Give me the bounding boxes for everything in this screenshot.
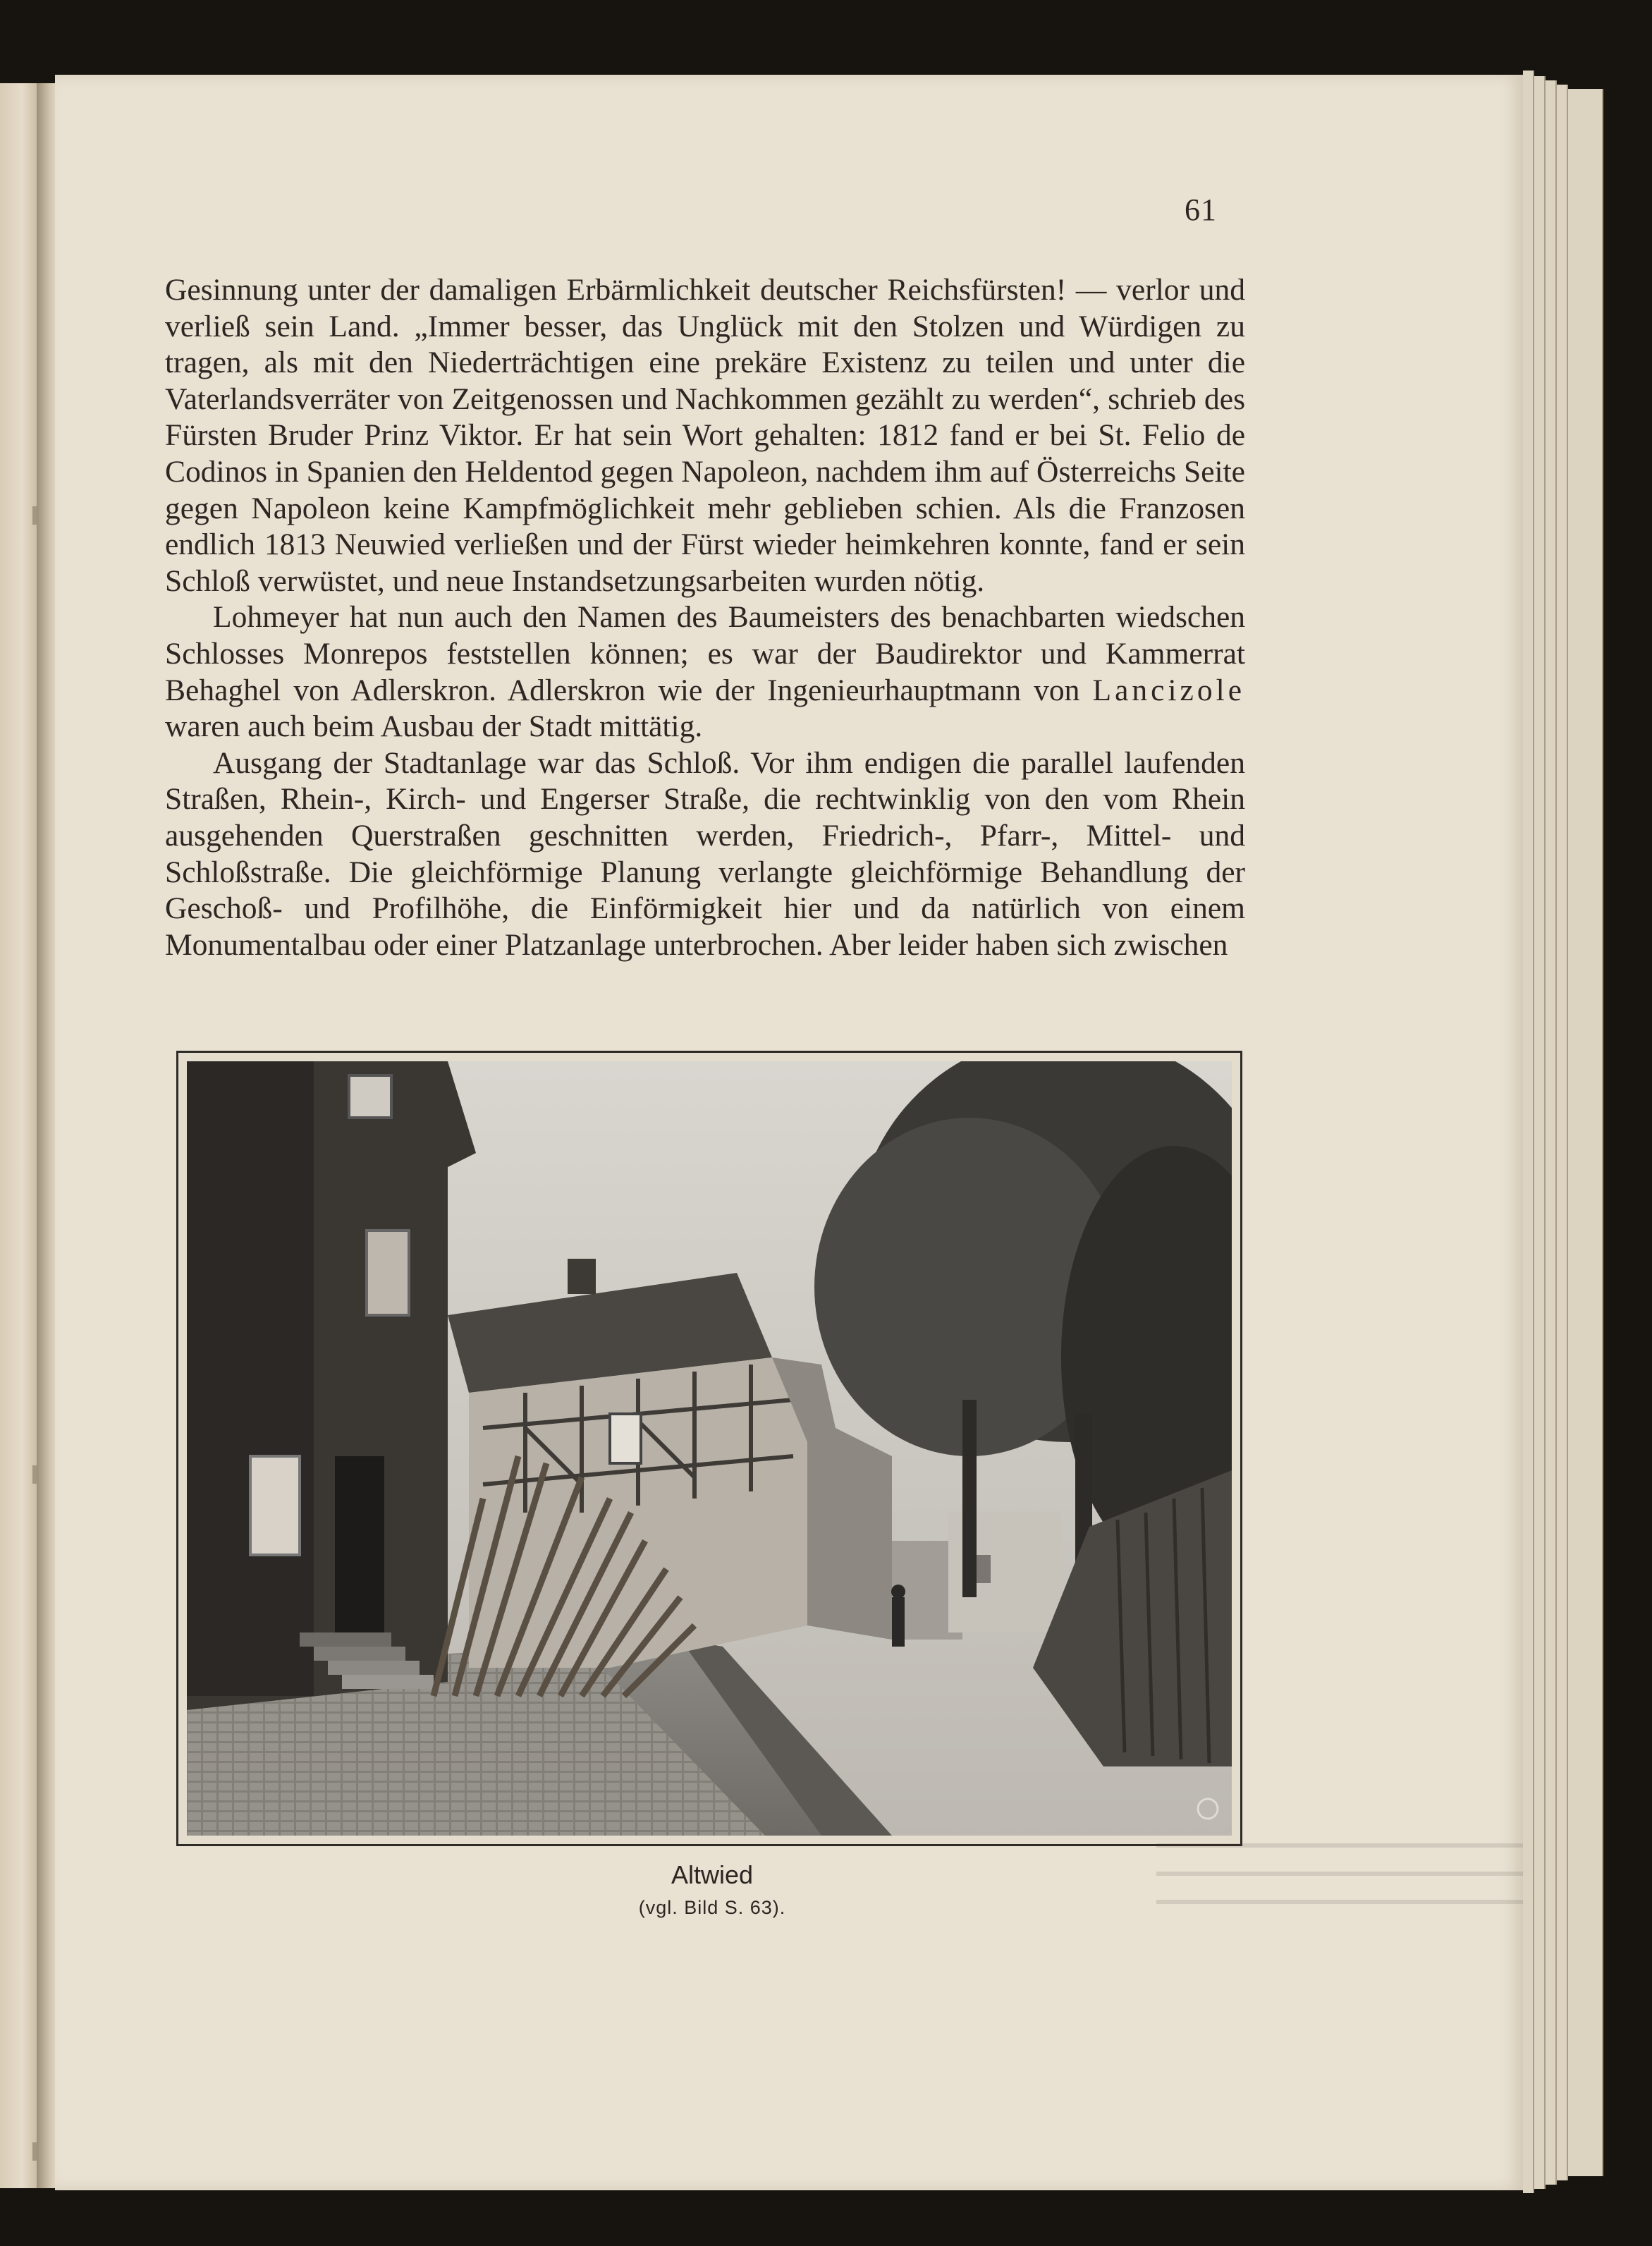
- page-number: 61: [1185, 193, 1217, 227]
- street-photograph: [187, 1061, 1232, 1836]
- figure-caption: Altwied: [671, 1860, 754, 1889]
- spaced-name-lancizole: Lancizole: [1092, 673, 1246, 707]
- page-stack-edge: [1568, 89, 1603, 2176]
- paragraph-3: Ausgang der Stadtanlage war das Schloß. Vor ihm endigen die parallel laufenden Straßen, Rhein-, Kirch- und Engerser Straße, die rechtwinklig von den vom Rhein ausgehenden Querstraßen geschnitten werden, Friedrich-, Pfarr-, Mittel- und Schloßstraße. Die gleichförmige Planung verlangte gleichförmige Behandlung der Geschoß- und Profilhöhe, die Einförmigkeit hier und da natürlich von einem Monumentalbau oder einer Platzanlage unterbrochen. Aber leider haben sich zwischen: [165, 745, 1245, 962]
- paragraph-2-text: Lohmeyer hat nun auch den Namen des Baumeisters des benachbarten wiedschen Schlosses Monrepos feststellen können; es war der Baudirektor und Kammerrat Behaghel von Adlerskron. Adlerskron wie der Ingenieurhauptmann von: [165, 600, 1245, 707]
- page-stack-edge: [1557, 85, 1568, 2180]
- paragraph-1: Gesinnung unter der damaligen Erbärmlichkeit deutscher Reichsfürsten! — verlor und verließ sein Land. „Immer besser, das Unglück mit den Stolzen und Würdigen zu tragen, als mit den Niederträchtigen eine prekäre Existenz zu teilen und unter die Vaterlandsverräter von Zeitgenossen und Nachkommen gezählt zu werden“, schrieb des Fürsten Bruder Prinz Viktor. Er hat sein Wort gehalten: 1812 fand er bei St. Felio de Codinos in Spanien den Heldentod gegen Napoleon, nachdem ihm auf Österreichs Seite gegen Napoleon keine Kampfmöglichkeit mehr geblieben schien. Als die Franzosen endlich 1813 Neuwied verließen und der Fürst wieder heimkehren konnte, fand er sein Schloß verwüstet, und neue Instandsetzungsarbeiten wurden nötig.: [165, 273, 1245, 598]
- figure-subcaption: (vgl. Bild S. 63).: [638, 1897, 786, 1918]
- body-text: [165, 272, 1245, 963]
- page-stack-edge: [1534, 76, 1546, 2189]
- paragraph-2-text-end: waren auch beim Ausbau der Stadt mittätig.: [165, 709, 703, 744]
- page-stack-edge: [1523, 71, 1534, 2193]
- paragraph-2: [165, 599, 1245, 745]
- page-stack-edge: [1546, 80, 1557, 2185]
- photo-figure: [176, 1051, 1242, 1846]
